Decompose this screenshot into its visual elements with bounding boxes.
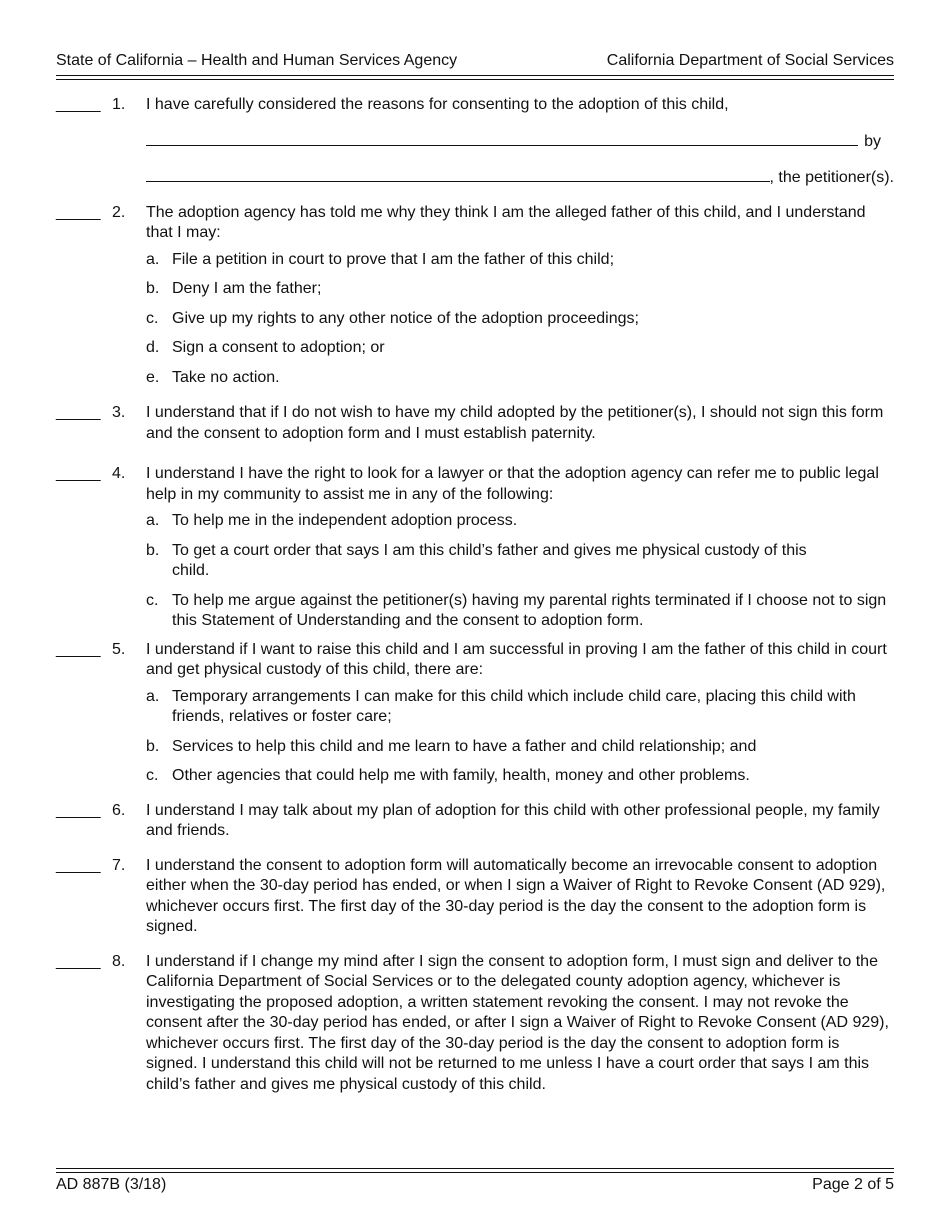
sub-text: Sign a consent to adoption; or — [172, 339, 385, 356]
form-page — [56, 0, 894, 1230]
item-number-7: 7. — [112, 856, 126, 874]
statement-list — [56, 95, 894, 1095]
reason-blank-line[interactable] — [146, 129, 858, 146]
statement-item-4 — [56, 464, 894, 632]
sub-letter: c. — [146, 767, 159, 784]
statement-item-2 — [56, 203, 894, 389]
item-text-8: I understand if I change my mind after I sign the consent to adoption form, I must sign and deliver to the California Department of Social Services or to the delegated county adoption agency, whichever is investigating the proposed adoption, a written statement revoking the consent. I may not revoke the consent after the 30-day period has ended, or after I sign a Waiver of Right to Revoke Consent (AD 929), whichever occurs first. The first day of the 30-day period is the day the consent to adoption form is signed. I understand this child will not be returned to me unless I have a court order that says I am this child’s father and gives me physical custody of this child. — [146, 952, 889, 1093]
initial-blank-4[interactable]: _____ — [56, 465, 101, 482]
sub-letter: b. — [146, 280, 160, 297]
item-text-4: I understand I have the right to look for a lawyer or that the adoption agency can refer me to public legal help in my community to assist me in any of the following: — [146, 465, 879, 503]
item-text-7: I understand the consent to adoption form will automatically become an irrevocable consent to adoption either when the 30-day period has ended, or when I sign a Waiver of Right to Revoke Consent (AD 929), whichever occurs first. The first day of the 30-day period is the day the consent to the adoption form is signed. — [146, 856, 886, 935]
sub-item — [146, 541, 894, 582]
reason-line-row — [146, 129, 894, 153]
sub-item — [146, 279, 894, 300]
petitioners-label: , the petitioner(s). — [769, 169, 894, 186]
sub-text: Temporary arrangements I can make for this child which include child care, placing this child with friends, relatives or foster care; — [172, 687, 856, 725]
form-id: AD 887B (3/18) — [56, 1176, 167, 1193]
item-text-2: The adoption agency has told me why they think I am the alleged father of this child, and I understand that I may: — [146, 203, 866, 241]
sub-item — [146, 591, 894, 632]
initial-blank-2[interactable]: _____ — [56, 203, 101, 221]
statement-item-6 — [56, 801, 894, 842]
sub-letter: c. — [146, 309, 159, 327]
sub-item — [146, 368, 894, 389]
item-text-5: I understand if I want to raise this child and I am successful in proving I am the father of this child in court and get physical custody of this child, there are: — [146, 640, 887, 678]
page-number: Page 2 of 5 — [812, 1176, 894, 1193]
statement-item-1 — [56, 95, 894, 189]
statement-item-5 — [56, 640, 894, 787]
sub-letter: a. — [146, 250, 160, 268]
sub-text: Other agencies that could help me with family, health, money and other problems. — [172, 767, 750, 784]
sub-item — [146, 309, 894, 330]
item-text-1: I have carefully considered the reasons for consenting to the adoption of this child, — [146, 96, 729, 113]
sub-text: Give up my rights to any other notice of the adoption proceedings; — [172, 309, 639, 327]
by-label: by — [864, 132, 881, 150]
item-number-1: 1. — [112, 96, 126, 113]
item-number-3: 3. — [112, 404, 126, 421]
item-number-5: 5. — [112, 640, 126, 658]
sub-letter: a. — [146, 687, 160, 705]
sub-letter: b. — [146, 737, 160, 755]
sub-item — [146, 338, 894, 359]
sub-text: To help me argue against the petitioner(s) having my parental rights terminated if I choose not to sign this Statement of Understanding and the consent to adoption form. — [172, 591, 887, 629]
sub-item — [146, 737, 894, 758]
initial-blank-3[interactable]: _____ — [56, 404, 101, 421]
item-number-8: 8. — [112, 952, 126, 970]
item-number-4: 4. — [112, 465, 126, 482]
header-divider — [56, 75, 894, 80]
petitioner-line-row — [146, 165, 894, 189]
footer-divider — [56, 1168, 894, 1173]
initial-blank-7[interactable]: _____ — [56, 856, 101, 874]
sub-letter: c. — [146, 591, 159, 609]
item-text-3: I understand that if I do not wish to have my child adopted by the petitioner(s), I should not sign this form and the consent to adoption form and I must establish paternity. — [146, 404, 884, 442]
sub-item — [146, 250, 894, 271]
sub-item — [146, 766, 894, 787]
initial-blank-8[interactable]: _____ — [56, 952, 101, 970]
sub-letter: a. — [146, 512, 160, 529]
header-agency-right: California Department of Social Services — [606, 52, 894, 69]
sub-letter: d. — [146, 339, 160, 356]
sub-item — [146, 687, 894, 728]
item-text-6: I understand I may talk about my plan of adoption for this child with other professional people, my family and friends. — [146, 801, 880, 839]
sub-text: To help me in the independent adoption process. — [172, 512, 518, 529]
sub-item — [146, 511, 894, 532]
initial-blank-1[interactable]: _____ — [56, 96, 101, 113]
item-number-2: 2. — [112, 203, 126, 221]
sub-text: To get a court order that says I am this child’s father and gives me physical custody of this child. — [172, 541, 807, 579]
sub-letter: e. — [146, 368, 160, 386]
header-agency-left: State of California – Health and Human Services Agency — [56, 52, 458, 69]
petitioner-blank-line[interactable] — [146, 165, 770, 182]
statement-item-7 — [56, 856, 894, 938]
sub-text: Services to help this child and me learn to have a father and child relationship; and — [172, 737, 757, 755]
statement-item-8 — [56, 952, 894, 1096]
item-number-6: 6. — [112, 801, 126, 819]
sub-text: Deny I am the father; — [172, 280, 322, 297]
initial-blank-6[interactable]: _____ — [56, 801, 101, 819]
sub-text: File a petition in court to prove that I am the father of this child; — [172, 250, 615, 268]
sub-text: Take no action. — [172, 368, 280, 386]
statement-item-3 — [56, 403, 894, 444]
sub-letter: b. — [146, 541, 160, 559]
initial-blank-5[interactable]: _____ — [56, 640, 101, 658]
